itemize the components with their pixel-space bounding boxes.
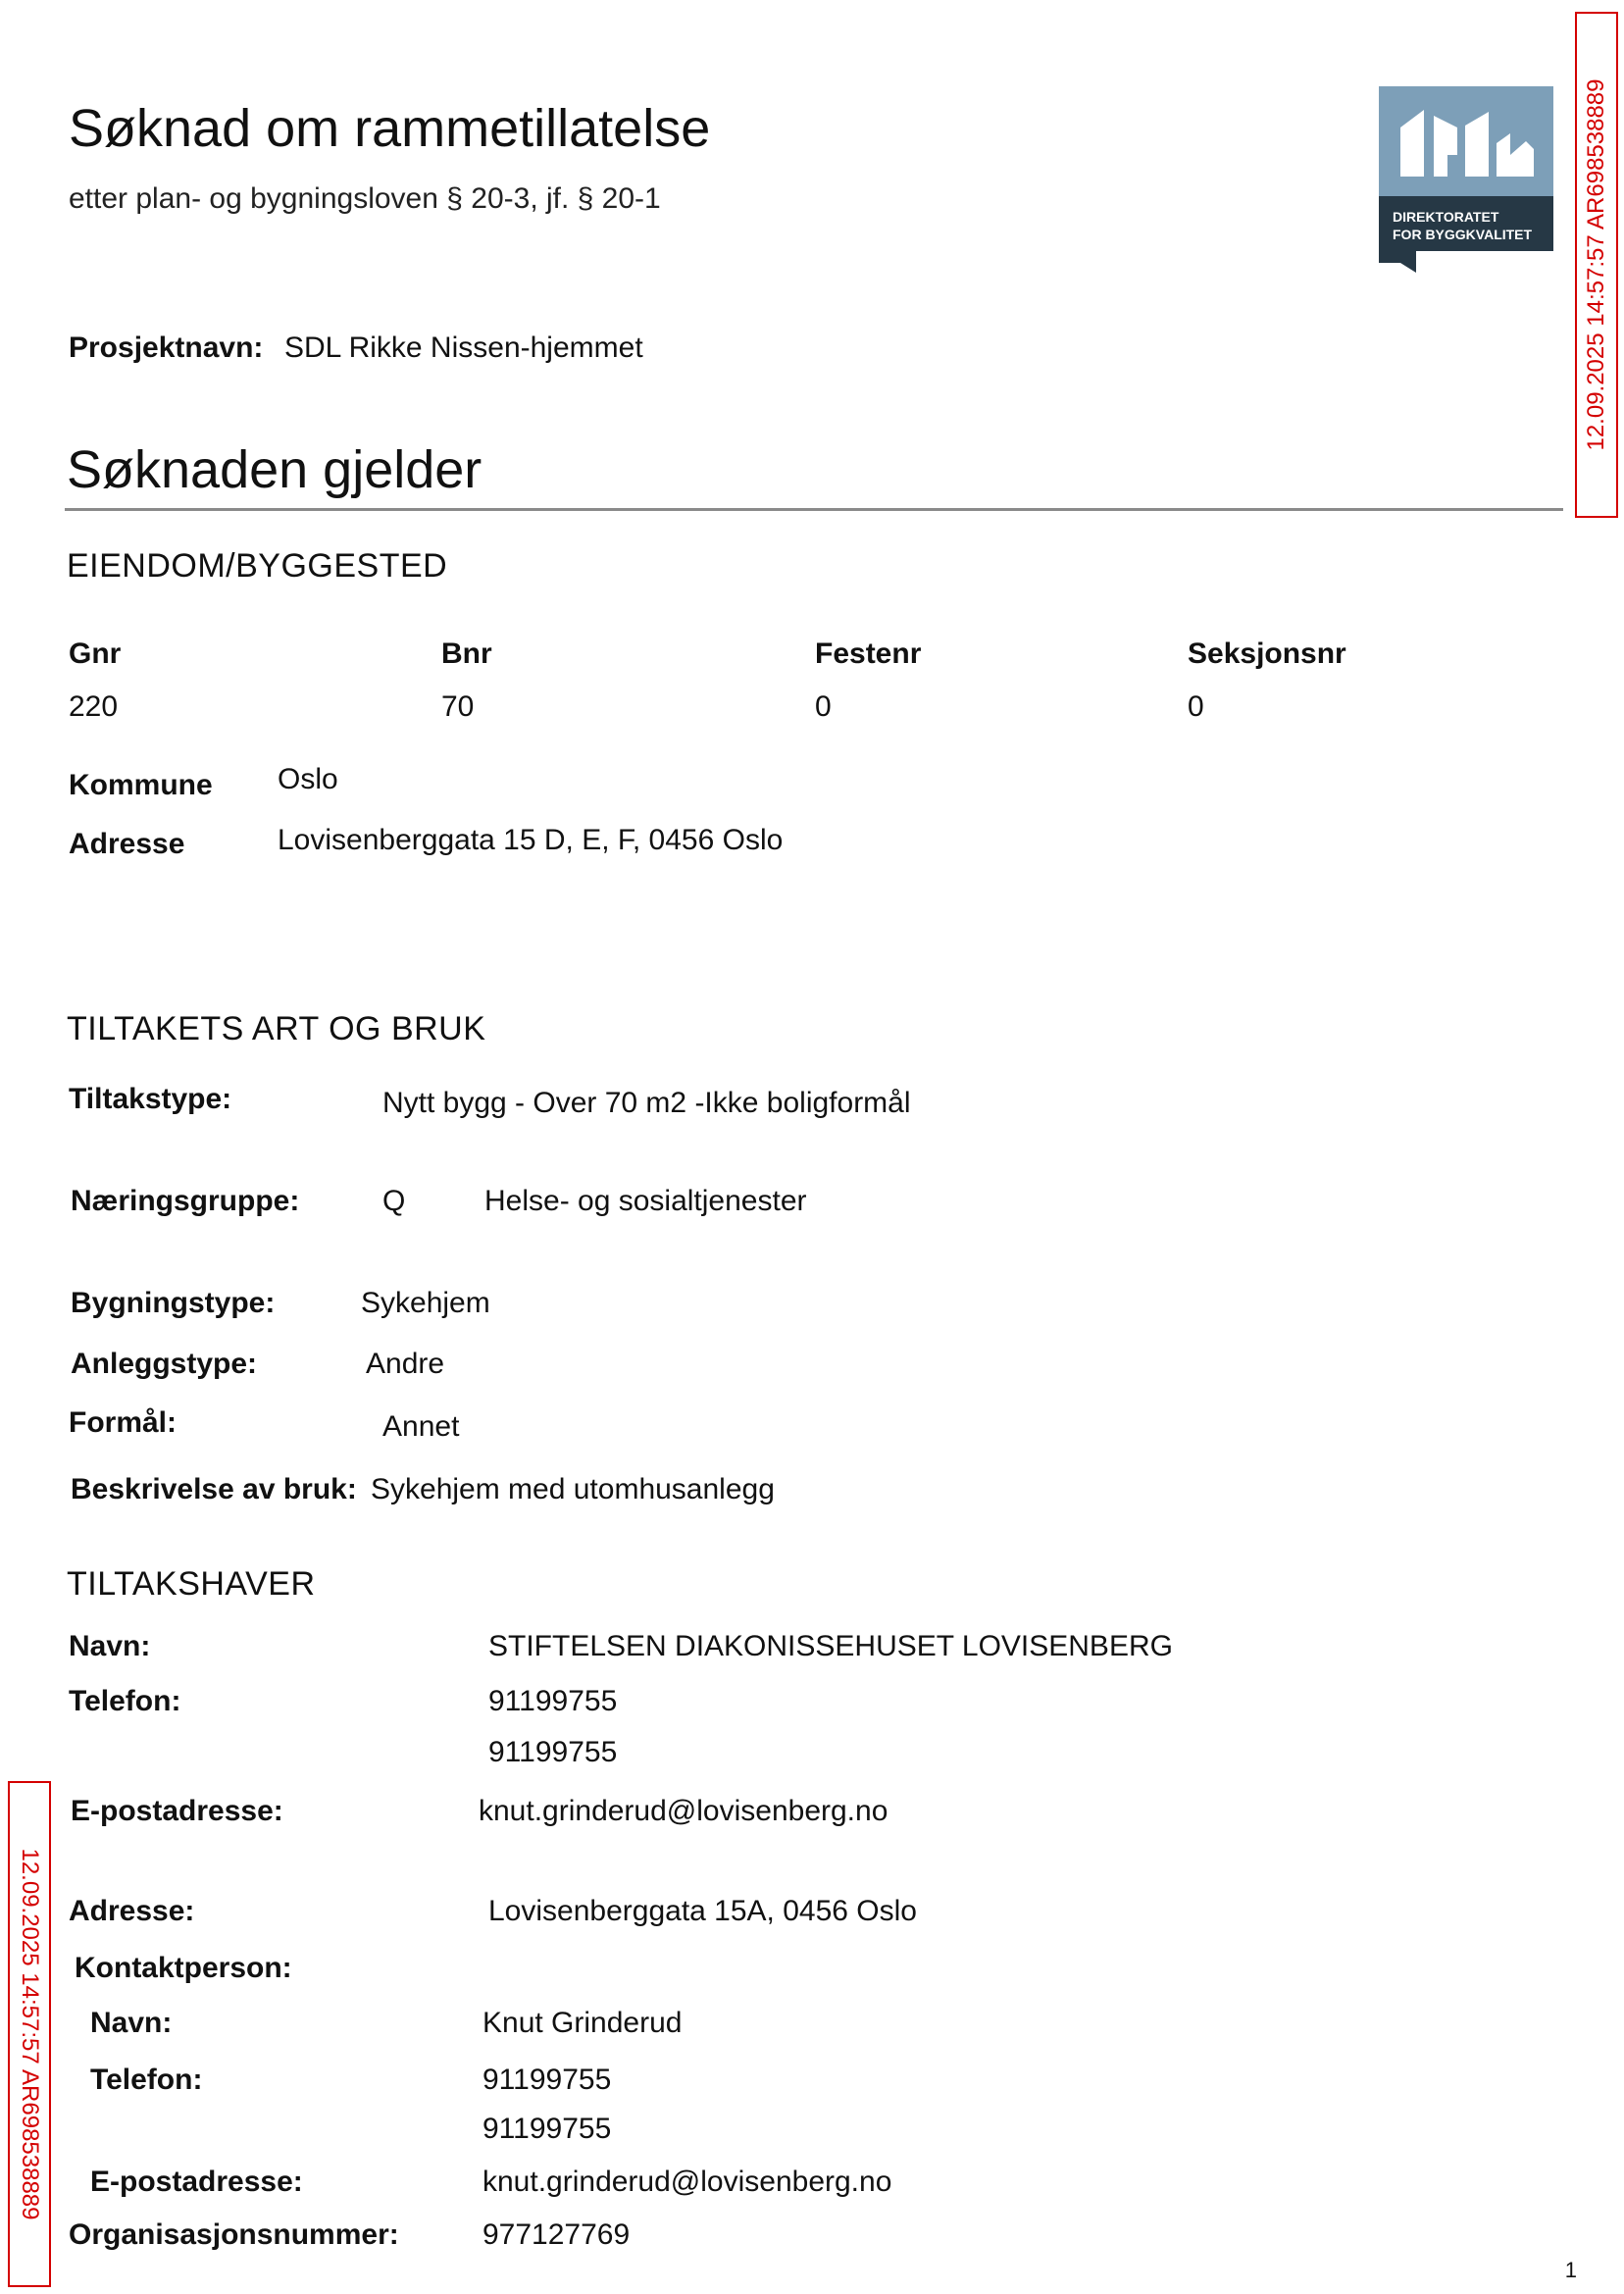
kontakt-epost-value: knut.grinderud@lovisenberg.no [482, 2166, 892, 2198]
kommune-value: Oslo [278, 763, 338, 795]
anleggstype-value: Andre [366, 1348, 445, 1380]
tiltakshaver-adresse-label: Adresse: [69, 1895, 195, 1927]
naeringsgruppe-value: Helse- og sosialtjenester [484, 1185, 807, 1217]
seksjonsnr-value: 0 [1188, 690, 1204, 723]
bygningstype-label: Bygningstype: [71, 1287, 276, 1319]
tiltakshaver-navn-label: Navn: [69, 1630, 151, 1662]
column-header-festenr: Festenr [815, 637, 922, 670]
kontakt-navn-value: Knut Grinderud [482, 2007, 683, 2039]
kontakt-telefon-value-1: 91199755 [482, 2064, 612, 2096]
section-heading-tiltak: TILTAKETS ART OG BRUK [67, 1010, 486, 1047]
tiltakstype-label: Tiltakstype: [69, 1083, 232, 1115]
tiltakshaver-telefon-label: Telefon: [69, 1685, 181, 1717]
adresse-label: Adresse [69, 828, 185, 860]
beskrivelse-value: Sykehjem med utomhusanlegg [371, 1473, 775, 1505]
tiltakshaver-epost-value: knut.grinderud@lovisenberg.no [479, 1795, 888, 1827]
section-title-soknaden-gjelder: Søknaden gjelder [67, 440, 482, 499]
column-header-seksjonsnr: Seksjonsnr [1188, 637, 1346, 670]
tiltakshaver-telefon-value-1: 91199755 [488, 1685, 618, 1717]
anleggstype-label: Anleggstype: [71, 1348, 258, 1380]
archive-stamp-left [8, 1781, 51, 2287]
section-heading-eiendom: EIENDOM/BYGGESTED [67, 547, 448, 585]
kommune-label: Kommune [69, 769, 213, 801]
formal-label: Formål: [69, 1406, 178, 1439]
kontaktperson-label: Kontaktperson: [75, 1952, 292, 1984]
logo-text-line2: FOR BYGGKVALITET [1393, 227, 1533, 242]
kontakt-navn-label: Navn: [90, 2007, 173, 2039]
stamp-text: 12.09.2025 14:57:57 AR698538889 [1583, 78, 1609, 451]
adresse-value: Lovisenberggata 15 D, E, F, 0456 Oslo [278, 824, 784, 856]
project-name-value: SDL Rikke Nissen-hjemmet [284, 331, 643, 364]
kontakt-telefon-value-2: 91199755 [482, 2113, 612, 2145]
formal-value: Annet [382, 1410, 460, 1443]
project-name-label: Prosjektnavn: [69, 331, 264, 364]
gnr-value: 220 [69, 690, 119, 723]
tiltakshaver-adresse-value: Lovisenberggata 15A, 0456 Oslo [488, 1895, 917, 1927]
column-header-gnr: Gnr [69, 637, 122, 670]
logo-text-line1: DIREKTORATET [1393, 209, 1499, 225]
stamp-text: 12.09.2025 14:57:57 AR698538889 [17, 1848, 43, 2220]
organisasjonsnummer-value: 977127769 [482, 2218, 631, 2251]
tiltakshaver-epost-label: E-postadresse: [71, 1795, 283, 1827]
dibk-logo [1379, 86, 1553, 277]
festenr-value: 0 [815, 690, 832, 723]
section-divider [65, 508, 1563, 511]
document-subtitle: etter plan- og bygningsloven § 20-3, jf. § 20-1 [69, 182, 661, 215]
bygningstype-value: Sykehjem [361, 1287, 490, 1319]
naeringsgruppe-code: Q [382, 1185, 406, 1217]
page-number: 1 [1564, 2258, 1577, 2282]
document-title: Søknad om rammetillatelse [69, 99, 711, 158]
column-header-bnr: Bnr [441, 637, 492, 670]
beskrivelse-label: Beskrivelse av bruk: [71, 1473, 357, 1505]
tiltakshaver-navn-value: STIFTELSEN DIAKONISSEHUSET LOVISENBERG [488, 1630, 1173, 1662]
archive-stamp-top [1575, 12, 1618, 518]
section-heading-tiltakshaver: TILTAKSHAVER [67, 1565, 316, 1603]
organisasjonsnummer-label: Organisasjonsnummer: [69, 2218, 399, 2251]
tiltakstype-value: Nytt bygg - Over 70 m2 -Ikke boligformål [382, 1087, 911, 1119]
tiltakshaver-telefon-value-2: 91199755 [488, 1736, 618, 1768]
kontakt-telefon-label: Telefon: [90, 2064, 203, 2096]
bnr-value: 70 [441, 690, 475, 723]
kontakt-epost-label: E-postadresse: [90, 2166, 303, 2198]
naeringsgruppe-label: Næringsgruppe: [71, 1185, 300, 1217]
